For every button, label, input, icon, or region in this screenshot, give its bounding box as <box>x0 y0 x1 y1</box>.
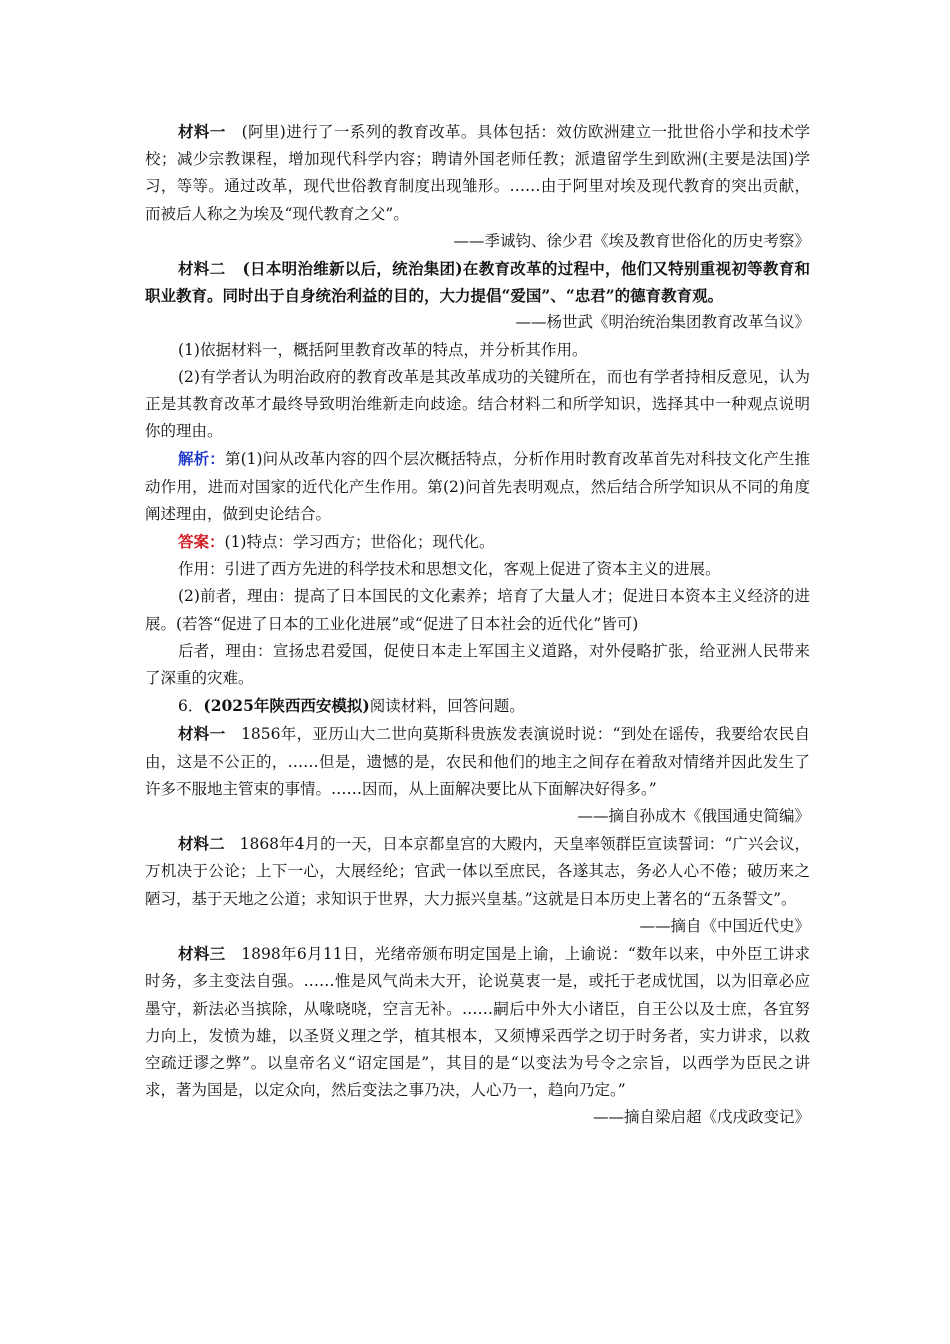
q6-material-1 <box>145 720 810 803</box>
q6-header <box>145 692 810 720</box>
q5-material-2-source: ——杨世武《明治统治集团教育改革刍议》 <box>515 313 810 332</box>
q5-answer-2a: (2)前者，理由：提高了日本国民的文化素养；培育了大量人才；促进日本资本主义经济的进展。(若答“促进了日本的工业化进展”或“促进了日本社会的近代化”皆可) <box>145 587 810 633</box>
q5-answer-2b: 后者，理由：宣扬忠君爱国，促使日本走上军国主义道路，对外侵略扩张，给亚洲人民带来了深重的灾难。 <box>145 641 810 688</box>
q5-material-1-source: ——季诚钧、徐少君《埃及教育世俗化的历史考察》 <box>453 231 810 250</box>
material-label: 材料二 <box>178 834 225 854</box>
material-text: (日本明治维新以后，统治集团)在教育改革的过程中，他们又特别重视初等教育和职业教育。同时出于自身统治利益的目的，大力提倡“爱国”、“忠君”的德育教育观。 <box>145 259 810 306</box>
q5-question-2: (2)有学者认为明治政府的教育改革是其改革成功的关键所在，而也有学者持相反意见，认为正是其教育改革才最终导致明治维新走向歧途。结合材料二和所学知识，选择其中一种观点说明你的理由。 <box>145 367 810 441</box>
material-label: 材料二 <box>178 259 226 279</box>
q6-material-1-source: ——摘自孙成木《俄国通史简编》 <box>577 807 810 826</box>
question-intro: 阅读材料，回答问题。 <box>369 697 525 716</box>
q6-material-2-source: ——摘自《中国近代史》 <box>639 916 810 935</box>
q6-material-2 <box>145 830 810 913</box>
material-label: 材料三 <box>178 944 226 964</box>
q5-answer-effect: 作用：引进了西方先进的科学技术和思想文化，客观上促进了资本主义的进展。 <box>178 560 721 579</box>
q5-analysis <box>145 445 810 528</box>
material-text: 1898年6月11日，光绪帝颁布明定国是上谕，上谕说：“数年以来，中外臣工讲求时务，多主变法自强。……惟是风气尚未大开，论说莫衷一是，或托于老成忧国，以为旧章必应墨守，新法必当摈除，从喙哓哓，空言无补。……嗣后中外大小诸臣，自王公以及士庶，各宜努力向上，发愤为雄，以圣贤义理之学，植其根本，又须博采西学之切于时务者，实力讲求，以救空疏迂谬之弊”。以皇帝名义“诏定国是”，其目的是“以变法为号令之宗旨，以西学为臣民之讲求，著为国是，以定众向，然后变法之事乃决，人心乃一，趋向乃定。” <box>145 945 810 1100</box>
material-label: 材料一 <box>178 724 226 744</box>
document-page <box>145 118 810 1132</box>
question-source-tag: (2025年陕西西安模拟) <box>203 696 370 716</box>
q5-question-1: (1)依据材料一，概括阿里教育改革的特点，并分析其作用。 <box>178 340 588 359</box>
material-text: 1856年，亚历山大二世向莫斯科贵族发表演说时说：“到处在谣传，我要给农民自由，这是不公正的，……但是，遗憾的是，农民和他们的地主之间存在着敌对情绪并因此发生了许多不服地主管束的事情。……因而，从上面解决要比从下面解决好得多。” <box>145 725 810 798</box>
analysis-label: 解析： <box>178 449 225 469</box>
question-number: 6． <box>178 697 204 716</box>
answer-text: (1)特点：学习西方；世俗化；现代化。 <box>224 533 495 552</box>
q5-answer-1 <box>145 528 810 556</box>
material-text: (阿里)进行了一系列的教育改革。具体包括：效仿欧洲建立一批世俗小学和技术学校；减少宗教课程，增加现代科学内容；聘请外国老师任教；派遣留学生到欧洲(主要是法国)学习，等等。通过改革，现代世俗教育制度出现雏形。……由于阿里对埃及现代教育的突出贡献，而被后人称之为埃及“现代教育之父”。 <box>145 123 810 223</box>
material-text: 1868年4月的一天，日本京都皇宫的大殿内，天皇率领群臣宣读誓词：“广兴会议，万机决于公论；上下一心，大展经纶；官武一体以至庶民，各遂其志，务必人心不倦；破历来之陋习，基于天地之公道；求知识于世界，大力振兴皇基。”这就是日本历史上著名的“五条誓文”。 <box>145 835 810 908</box>
q6-material-3-source: ——摘自梁启超《戊戌政变记》 <box>592 1108 810 1127</box>
q6-material-3 <box>145 940 810 1104</box>
q5-material-2 <box>145 255 810 309</box>
material-label: 材料一 <box>178 122 226 141</box>
q5-material-1 <box>145 118 810 228</box>
answer-label: 答案： <box>178 532 225 552</box>
analysis-text: 第(1)问从改革内容的四个层次概括特点，分析作用时教育改革首先对科技文化产生推动作用，进而对国家的近代化产生作用。第(2)问首先表明观点，然后结合所学知识从不同的角度阐述理由，做到史论结合。 <box>145 450 810 523</box>
